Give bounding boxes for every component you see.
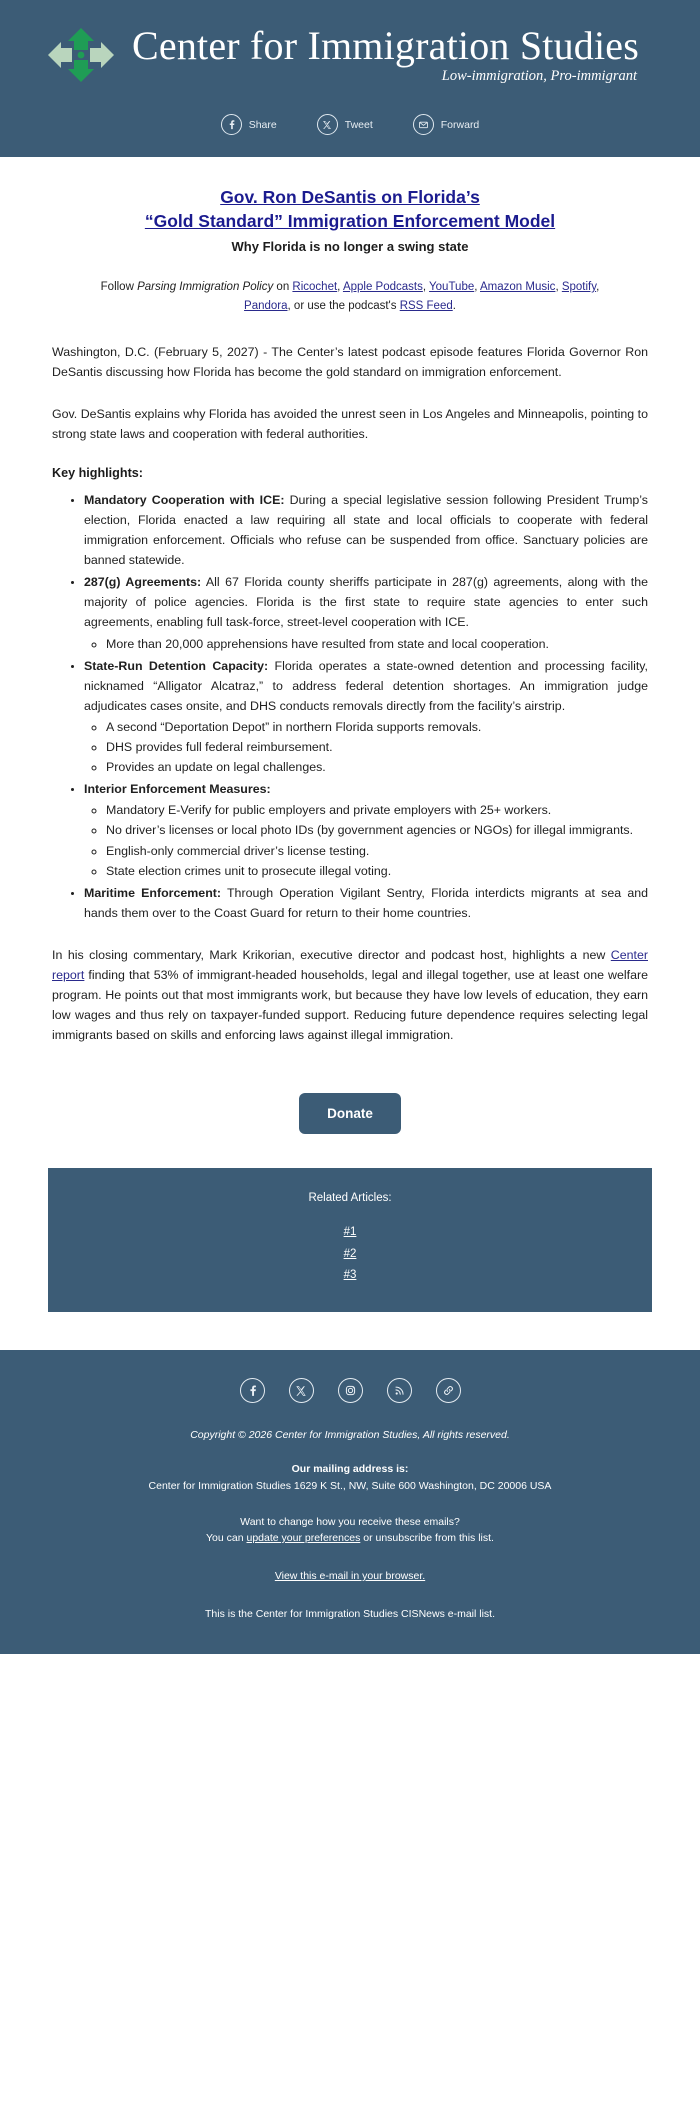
highlight-text-287g: All 67 Florida county sheriffs participate in 287(g) agreements, along with the majority of police agencies. Florida is the first state to require state agencies to enter such agreements, enabling full task-force, street-level cooperation with ICE. [84, 575, 649, 630]
highlight-text-maritime: Through Operation Vigilant Sentry, Florida interdicts migrants at sea and hands them over to the Coast Guard for return to their home countries. [84, 885, 648, 920]
footer-social-row [0, 1378, 700, 1403]
update-preferences-link[interactable]: update your preferences [246, 1532, 361, 1545]
highlight-text-detention: Florida operates a state-owned detention and processing facility, nicknamed “Alligator Alcatraz,” to address federal detention shortages. An immigration judge adjudicates cases onsite, and DHS conducts removals directly from the facility’s airstrip. [84, 658, 648, 713]
footer-prefs-suffix: or unsubscribe from this list. [360, 1532, 494, 1545]
share-row [0, 96, 700, 157]
lede-paragraph: Washington, D.C. (February 5, 2027) - The Center’s latest podcast episode features Florida Governor Ron DeSantis discussing how Florida has become the gold standard on immigration enforcement. [52, 344, 648, 379]
related-articles-box [48, 1168, 652, 1312]
share-forward-button[interactable] [413, 114, 480, 135]
list-item: ◦ DHS provides full federal reimbursement. [106, 737, 648, 757]
cis-four-arrow-logo [44, 24, 118, 86]
donate-button[interactable]: Donate [299, 1093, 401, 1134]
brand-tagline: Low-immigration, Pro-immigrant [441, 67, 638, 84]
list-item: ◦ English-only commercial driver’s license testing. [106, 841, 648, 861]
footer-copyright: Copyright © 2026 Center for Immigration Studies, All rights reserved. [190, 1429, 510, 1442]
footer-rss-link[interactable] [387, 1378, 412, 1403]
highlight-item-detention [84, 656, 648, 778]
highlight-subitems-detention [84, 717, 648, 777]
related-articles-list [48, 1222, 652, 1286]
second-paragraph: Gov. DeSantis explains why Florida has avoided the unrest seen in Los Angeles and Minneapolis, pointing to strong state laws and cooperation with federal authorities. [52, 406, 648, 441]
center-report-link[interactable]: Center report [52, 947, 648, 982]
link-apple-podcasts[interactable]: Apple Podcasts [342, 281, 423, 294]
x-twitter-icon [295, 1385, 307, 1397]
link-rss-feed[interactable]: RSS Feed [399, 299, 453, 312]
footer-instagram-link[interactable] [338, 1378, 363, 1403]
envelope-icon [413, 114, 434, 135]
article-body [0, 157, 700, 1053]
footer-view-browser [0, 1570, 700, 1582]
footer-prefs-question: Want to change how you receive these emails? [240, 1516, 460, 1529]
page-title [52, 185, 648, 233]
footer-facebook-link[interactable] [240, 1378, 265, 1403]
share-twitter-label: Tweet [344, 118, 373, 131]
highlight-text-ice: During a special legislative session following President Trump’s election, Florida enacted a law requiring all state and local officials to cooperate with federal immigration enforcement. Officials who refuse can be suspended from office. Sanctuary policies are banned statewide. [84, 492, 649, 568]
headline-link-line1[interactable]: Gov. Ron DeSantis on Florida’s [220, 187, 480, 207]
footer-address-line: Center for Immigration Studies 1629 K St., NW, Suite 600 Washington, DC 20006 USA [148, 1480, 552, 1493]
footer-website-link[interactable] [436, 1378, 461, 1403]
instagram-icon [344, 1384, 357, 1397]
share-facebook-label: Share [248, 118, 277, 131]
list-item: ◦ No driver’s licenses or local photo IDs (by government agencies or NGOs) for illegal immigrants. [106, 820, 648, 840]
closing-paragraph [52, 945, 648, 1045]
highlight-title-detention: State-Run Detention Capacity: [84, 658, 269, 673]
facebook-icon [246, 1384, 259, 1397]
x-twitter-icon [317, 114, 338, 135]
highlight-item-maritime [84, 883, 648, 923]
share-facebook-button[interactable] [221, 114, 277, 135]
share-forward-label: Forward [440, 118, 480, 131]
follow-prefix: Follow [100, 281, 138, 294]
follow-podcast-line: Follow Parsing Immigration Policy on Ricochet, Apple Podcasts, YouTube, Amazon Music, Spotify, Pandora, or use the podcast's RSS Feed. [100, 281, 600, 312]
highlight-title-287g: 287(g) Agreements: [84, 575, 202, 590]
list-item: ◦ More than 20,000 apprehensions have resulted from state and local cooperation. [106, 634, 648, 654]
brand-title: Center for Immigration Studies [132, 23, 640, 69]
closing-part2: finding that 53% of immigrant-headed households, legal and illegal together, use at least one welfare program. He points out that most immigrants work, but because they have low levels of education, they earn low wages and thus rely on taxpayer-funded support. Reducing future dependence requires selecting legal immigrants based on skills and enforcing laws against illegal immigration. [52, 967, 648, 1043]
rss-icon [393, 1384, 406, 1397]
closing-part1: In his closing commentary, Mark Krikorian, executive director and podcast host, highlights a new [52, 947, 611, 962]
highlight-subitems-interior [84, 800, 648, 880]
highlight-item-287g [84, 572, 648, 653]
facebook-icon [221, 114, 242, 135]
highlight-title-maritime: Maritime Enforcement: [84, 885, 222, 900]
link-pandora[interactable]: Pandora [244, 299, 288, 312]
footer-prefs-line [0, 1532, 700, 1544]
link-youtube[interactable]: YouTube [429, 281, 475, 294]
related-article-3[interactable]: #3 [343, 1268, 357, 1281]
key-highlights-label: Key highlights: [52, 465, 143, 480]
highlights-list [52, 490, 648, 923]
highlight-subitems-287g [84, 634, 648, 654]
highlight-title-interior: Interior Enforcement Measures: [84, 782, 271, 797]
article-subhead: Why Florida is no longer a swing state [231, 239, 469, 255]
highlight-title-ice: Mandatory Cooperation with ICE: [84, 492, 285, 507]
podcast-name: Parsing Immigration Policy [137, 281, 274, 294]
list-item: ◦ State election crimes unit to prosecute illegal voting. [106, 861, 648, 881]
related-article-1[interactable]: #1 [343, 1226, 357, 1239]
email-header [0, 0, 700, 157]
email-footer [0, 1350, 700, 1654]
donate-section [0, 1053, 700, 1168]
list-item: ◦ Provides an update on legal challenges. [106, 757, 648, 777]
brand-text [132, 25, 639, 85]
follow-end: . [452, 299, 456, 312]
link-amazon-music[interactable]: Amazon Music [480, 281, 556, 294]
related-articles-title: Related Articles: [308, 1192, 392, 1205]
list-item: ◦ Mandatory E-Verify for public employers and private employers with 25+ workers. [106, 800, 648, 820]
share-twitter-button[interactable] [317, 114, 373, 135]
footer-twitter-link[interactable] [289, 1378, 314, 1403]
brand-row [0, 18, 700, 96]
footer-prefs-prefix: You can [206, 1532, 247, 1545]
follow-tail: , or use the podcast's [287, 299, 400, 312]
highlight-item-interior [84, 779, 648, 880]
link-icon [442, 1384, 455, 1397]
headline-link-line2[interactable]: “Gold Standard” Immigration Enforcement Model [144, 211, 556, 232]
link-ricochet[interactable]: Ricochet [292, 281, 338, 294]
related-article-2[interactable]: #2 [343, 1247, 357, 1260]
highlight-item-ice [84, 490, 648, 570]
link-spotify[interactable]: Spotify [561, 281, 597, 294]
view-in-browser-link[interactable]: View this e-mail in your browser. [274, 1570, 426, 1583]
footer-list-note: This is the Center for Immigration Studies CISNews e-mail list. [204, 1608, 495, 1621]
footer-address-heading: Our mailing address is: [291, 1463, 409, 1476]
list-item: ◦ A second “Deportation Depot” in northern Florida supports removals. [106, 717, 648, 737]
follow-middle: on [273, 281, 293, 294]
